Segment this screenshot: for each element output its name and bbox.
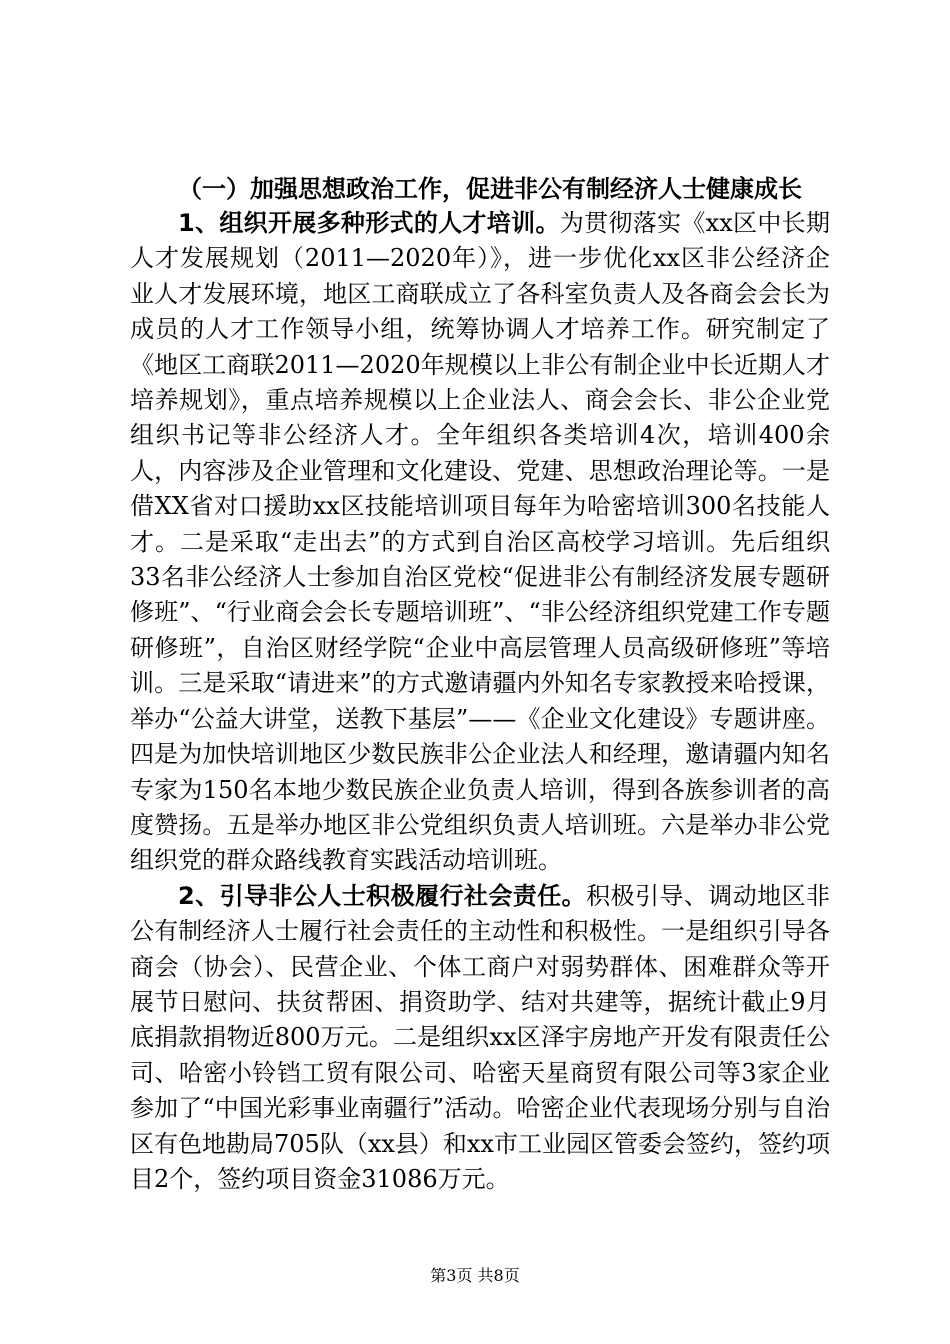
page-footer: 第3页 共8页	[430, 1266, 520, 1285]
paragraph-lead: 1、组织开展多种形式的人才培训。	[178, 209, 560, 237]
paragraph-talent-training	[130, 206, 830, 879]
paragraph-social-responsibility	[130, 879, 830, 1198]
document-body	[130, 172, 830, 1197]
paragraph-body: 为贯彻落实《xx区中长期人才发展规划（2011—2020年）》，进一步优化xx区非公经济企业人才发展环境，地区工商联成立了各科室负责人及各商会会长为成员的人才工作领导小组，统筹协调人才培养工作。研究制定了《地区工商联2011—2020年规模以上非公有制企业中长近期人才培养规划》，重点培养规模以上企业法人、商会会长、非公企业党组织书记等非公经济人才。全年组织各类培训4次，培训400余人，内容涉及企业管理和文化建设、党建、思想政治理论等。一是借XX省对口援助xx区技能培训项目每年为哈密培训300名技能人才。二是采取“走出去”的方式到自治区高校学习培训。先后组织33名非公经济人士参加自治区党校“促进非公有制经济发展专题研修班”、“行业商会会长专题培训班”、“非公经济组织党建工作专题研修班”，自治区财经学院“企业中高层管理人员高级研修班”等培训。三是采取“请进来”的方式邀请疆内外知名专家教授来哈授课，举办“公益大讲堂，送教下基层”——《企业文化建设》专题讲座。四是为加快培训地区少数民族非公企业法人和经理，邀请疆内知名专家为150名本地少数民族企业负责人培训，得到各族参训者的高度赞扬。五是举办地区非公党组织负责人培训班。六是举办非公党组织党的群众路线教育实践活动培训班。	[130, 209, 830, 875]
section-heading: （一）加强思想政治工作，促进非公有制经济人士健康成长	[178, 175, 802, 203]
paragraph-body: 积极引导、调动地区非公有制经济人士履行社会责任的主动性和积极性。一是组织引导各商会（协会）、民营企业、个体工商户对弱势群体、困难群众等开展节日慰问、扶贫帮困、捐资助学、结对共建等，据统计截止9月底捐款捐物近800万元。二是组织xx区泽宇房地产开发有限责任公司、哈密小铃铛工贸有限公司、哈密天星商贸有限公司等3家企业参加了“中国光彩事业南疆行”活动。哈密企业代表现场分别与自治区有色地勘局705队（xx县）和xx市工业园区管委会签约，签约项目2个，签约项目资金31086万元。	[130, 881, 831, 1193]
paragraph-lead: 2、引导非公人士积极履行社会责任。	[178, 881, 587, 910]
